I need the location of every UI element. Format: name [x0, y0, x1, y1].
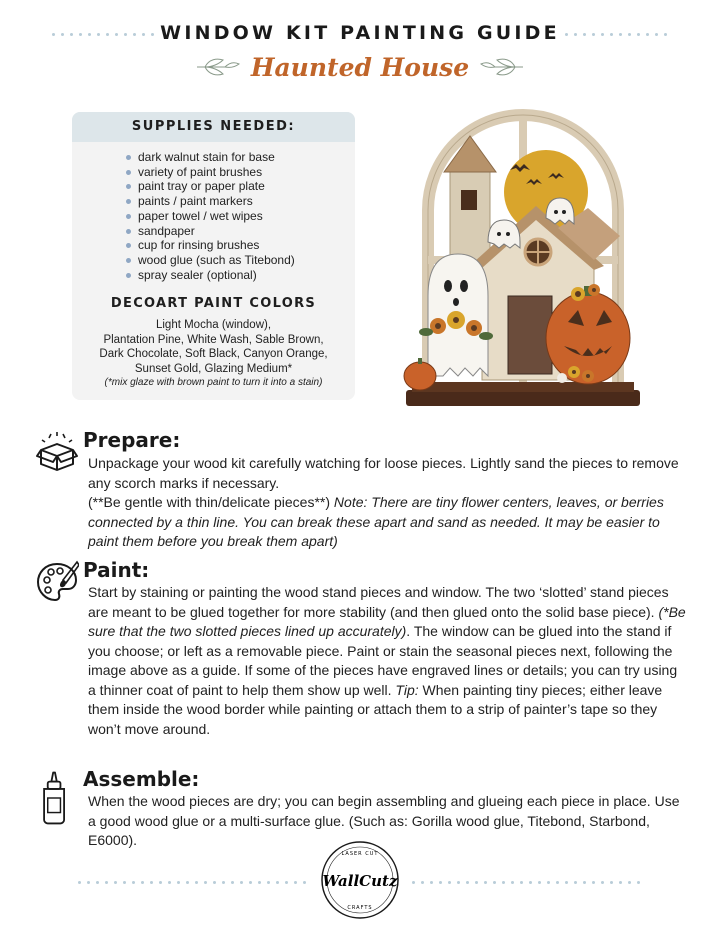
dot [493, 881, 496, 884]
dot [484, 881, 487, 884]
prepare-text-2: (**Be gentle with thin/delicate pieces**) [88, 494, 331, 510]
paint-section [35, 558, 685, 758]
page-title: WINDOW KIT PAINTING GUIDE [160, 22, 560, 44]
dot [538, 881, 541, 884]
prepare-text-1: Unpackage your wood kit carefully watching for loose pieces. Lightly sand the pieces to remove any scorch marks if necessary. [88, 455, 679, 491]
dot [168, 881, 171, 884]
glue-bottle-icon [35, 769, 75, 827]
dot [529, 881, 532, 884]
paint-colors-line: Light Mocha (window), [155, 319, 272, 332]
paint-colors-line: Sunset Gold, Glazing Medium* [134, 362, 293, 375]
dot [448, 881, 451, 884]
logo-brand: WallCutz [322, 872, 398, 890]
list-item: dark walnut stain for base [126, 150, 355, 165]
dot [249, 881, 252, 884]
list-item: paint tray or paper plate [126, 179, 355, 194]
list-item: cup for rinsing brushes [126, 238, 355, 253]
paint-colors-line: Plantation Pine, White Wash, Sable Brown, [103, 333, 324, 346]
haunted-house-image [398, 100, 648, 412]
dot [222, 881, 225, 884]
dot [267, 881, 270, 884]
assemble-section [35, 767, 685, 847]
leaf-left-icon [195, 56, 241, 78]
subtitle-row [0, 50, 720, 84]
dot [132, 881, 135, 884]
dot [87, 881, 90, 884]
dot [637, 881, 640, 884]
assemble-heading: Assemble: [83, 767, 200, 791]
dot [240, 881, 243, 884]
dot [231, 881, 234, 884]
list-item: wood glue (such as Titebond) [126, 253, 355, 268]
wallcutz-logo [318, 838, 402, 922]
logo-bottom-text: CRAFTS [347, 905, 373, 911]
supplies-list [126, 150, 355, 282]
page-subtitle: Haunted House [250, 52, 470, 82]
list-item: sandpaper [126, 224, 355, 239]
dot [294, 881, 297, 884]
paint-tip-label: Tip: [395, 681, 419, 698]
paint-colors-heading: DECOART PAINT COLORS [110, 296, 317, 312]
paint-colors-note: (*mix glaze with brown paint to turn it into a stain) [104, 377, 323, 389]
dot [150, 881, 153, 884]
dot [285, 881, 288, 884]
list-item: variety of paint brushes [126, 165, 355, 180]
dot [114, 881, 117, 884]
dot [204, 881, 207, 884]
leaf-right-icon [479, 56, 525, 78]
list-item: paints / paint markers [126, 194, 355, 209]
prepare-text [88, 454, 688, 552]
dot [123, 881, 126, 884]
paint-text-2: (*Be sure that the two slotted pieces lined up accurately) [88, 603, 686, 639]
box-icon [35, 430, 79, 474]
dot [96, 881, 99, 884]
dot [195, 881, 198, 884]
dot [547, 881, 550, 884]
paint-tip-text: When painting tiny pieces; either leave them inside the wood border while painting or attach them to a strip of painter’s tape so they won’t move around. [88, 681, 663, 737]
assemble-text: When the wood pieces are dry; you can begin assembling and glueing each piece in place. Use a good wood glue or a multi-surface glue. (Such as: Gorilla wood glue, Titebond, Starbond, E6000). [88, 793, 680, 848]
dot [610, 881, 613, 884]
bottom-right-dots [412, 879, 640, 885]
dot [303, 881, 306, 884]
dot [520, 881, 523, 884]
dot [78, 881, 81, 884]
dot [421, 881, 424, 884]
dot [105, 881, 108, 884]
logo-top-text: LASER CUT [341, 851, 379, 857]
list-item: paper towel / wet wipes [126, 209, 355, 224]
dot [177, 881, 180, 884]
supplies-box [72, 112, 355, 400]
dot [511, 881, 514, 884]
dot [601, 881, 604, 884]
bottom-left-dots [78, 879, 306, 885]
dot [466, 881, 469, 884]
palette-icon [35, 560, 79, 604]
dot [430, 881, 433, 884]
dot [565, 881, 568, 884]
prepare-section [35, 428, 685, 548]
dot [439, 881, 442, 884]
paint-colors-line: Dark Chocolate, Soft Black, Canyon Orange, [99, 348, 328, 361]
dot [556, 881, 559, 884]
dot [159, 881, 162, 884]
dot [258, 881, 261, 884]
dot [592, 881, 595, 884]
dot [502, 881, 505, 884]
dot [619, 881, 622, 884]
dot [141, 881, 144, 884]
dot [457, 881, 460, 884]
prepare-heading: Prepare: [83, 428, 181, 452]
paint-heading: Paint: [83, 558, 150, 582]
paint-colors-list [72, 318, 355, 376]
dot [475, 881, 478, 884]
paint-text-1: Start by staining or painting the wood stand pieces and window. The two ‘slotted’ stand pieces are meant to be glued together for more stability (and then glued onto the solid base piece). [88, 584, 669, 620]
list-item: spray sealer (optional) [126, 268, 355, 283]
dot [412, 881, 415, 884]
dot [583, 881, 586, 884]
dot [276, 881, 279, 884]
prepare-note: Note: There are tiny flower centers, leaves, or berries connected by a thin line. You can break these apart and sand as needed. It may be easier to paint them before you break them apart) [88, 494, 664, 549]
dot [628, 881, 631, 884]
paint-text [88, 583, 688, 739]
dot [213, 881, 216, 884]
paint-text-3: . The window can be glued into the stand if you choose; or left as a removable piece. Paint or stain the seasonal pieces next, following the image above as a guide. If some of the pieces have engraved lines or details; you can try using a thinner coat of paint to help them show up well. [88, 623, 678, 698]
dot [186, 881, 189, 884]
dot [574, 881, 577, 884]
supplies-heading: SUPPLIES NEEDED: [72, 112, 355, 142]
